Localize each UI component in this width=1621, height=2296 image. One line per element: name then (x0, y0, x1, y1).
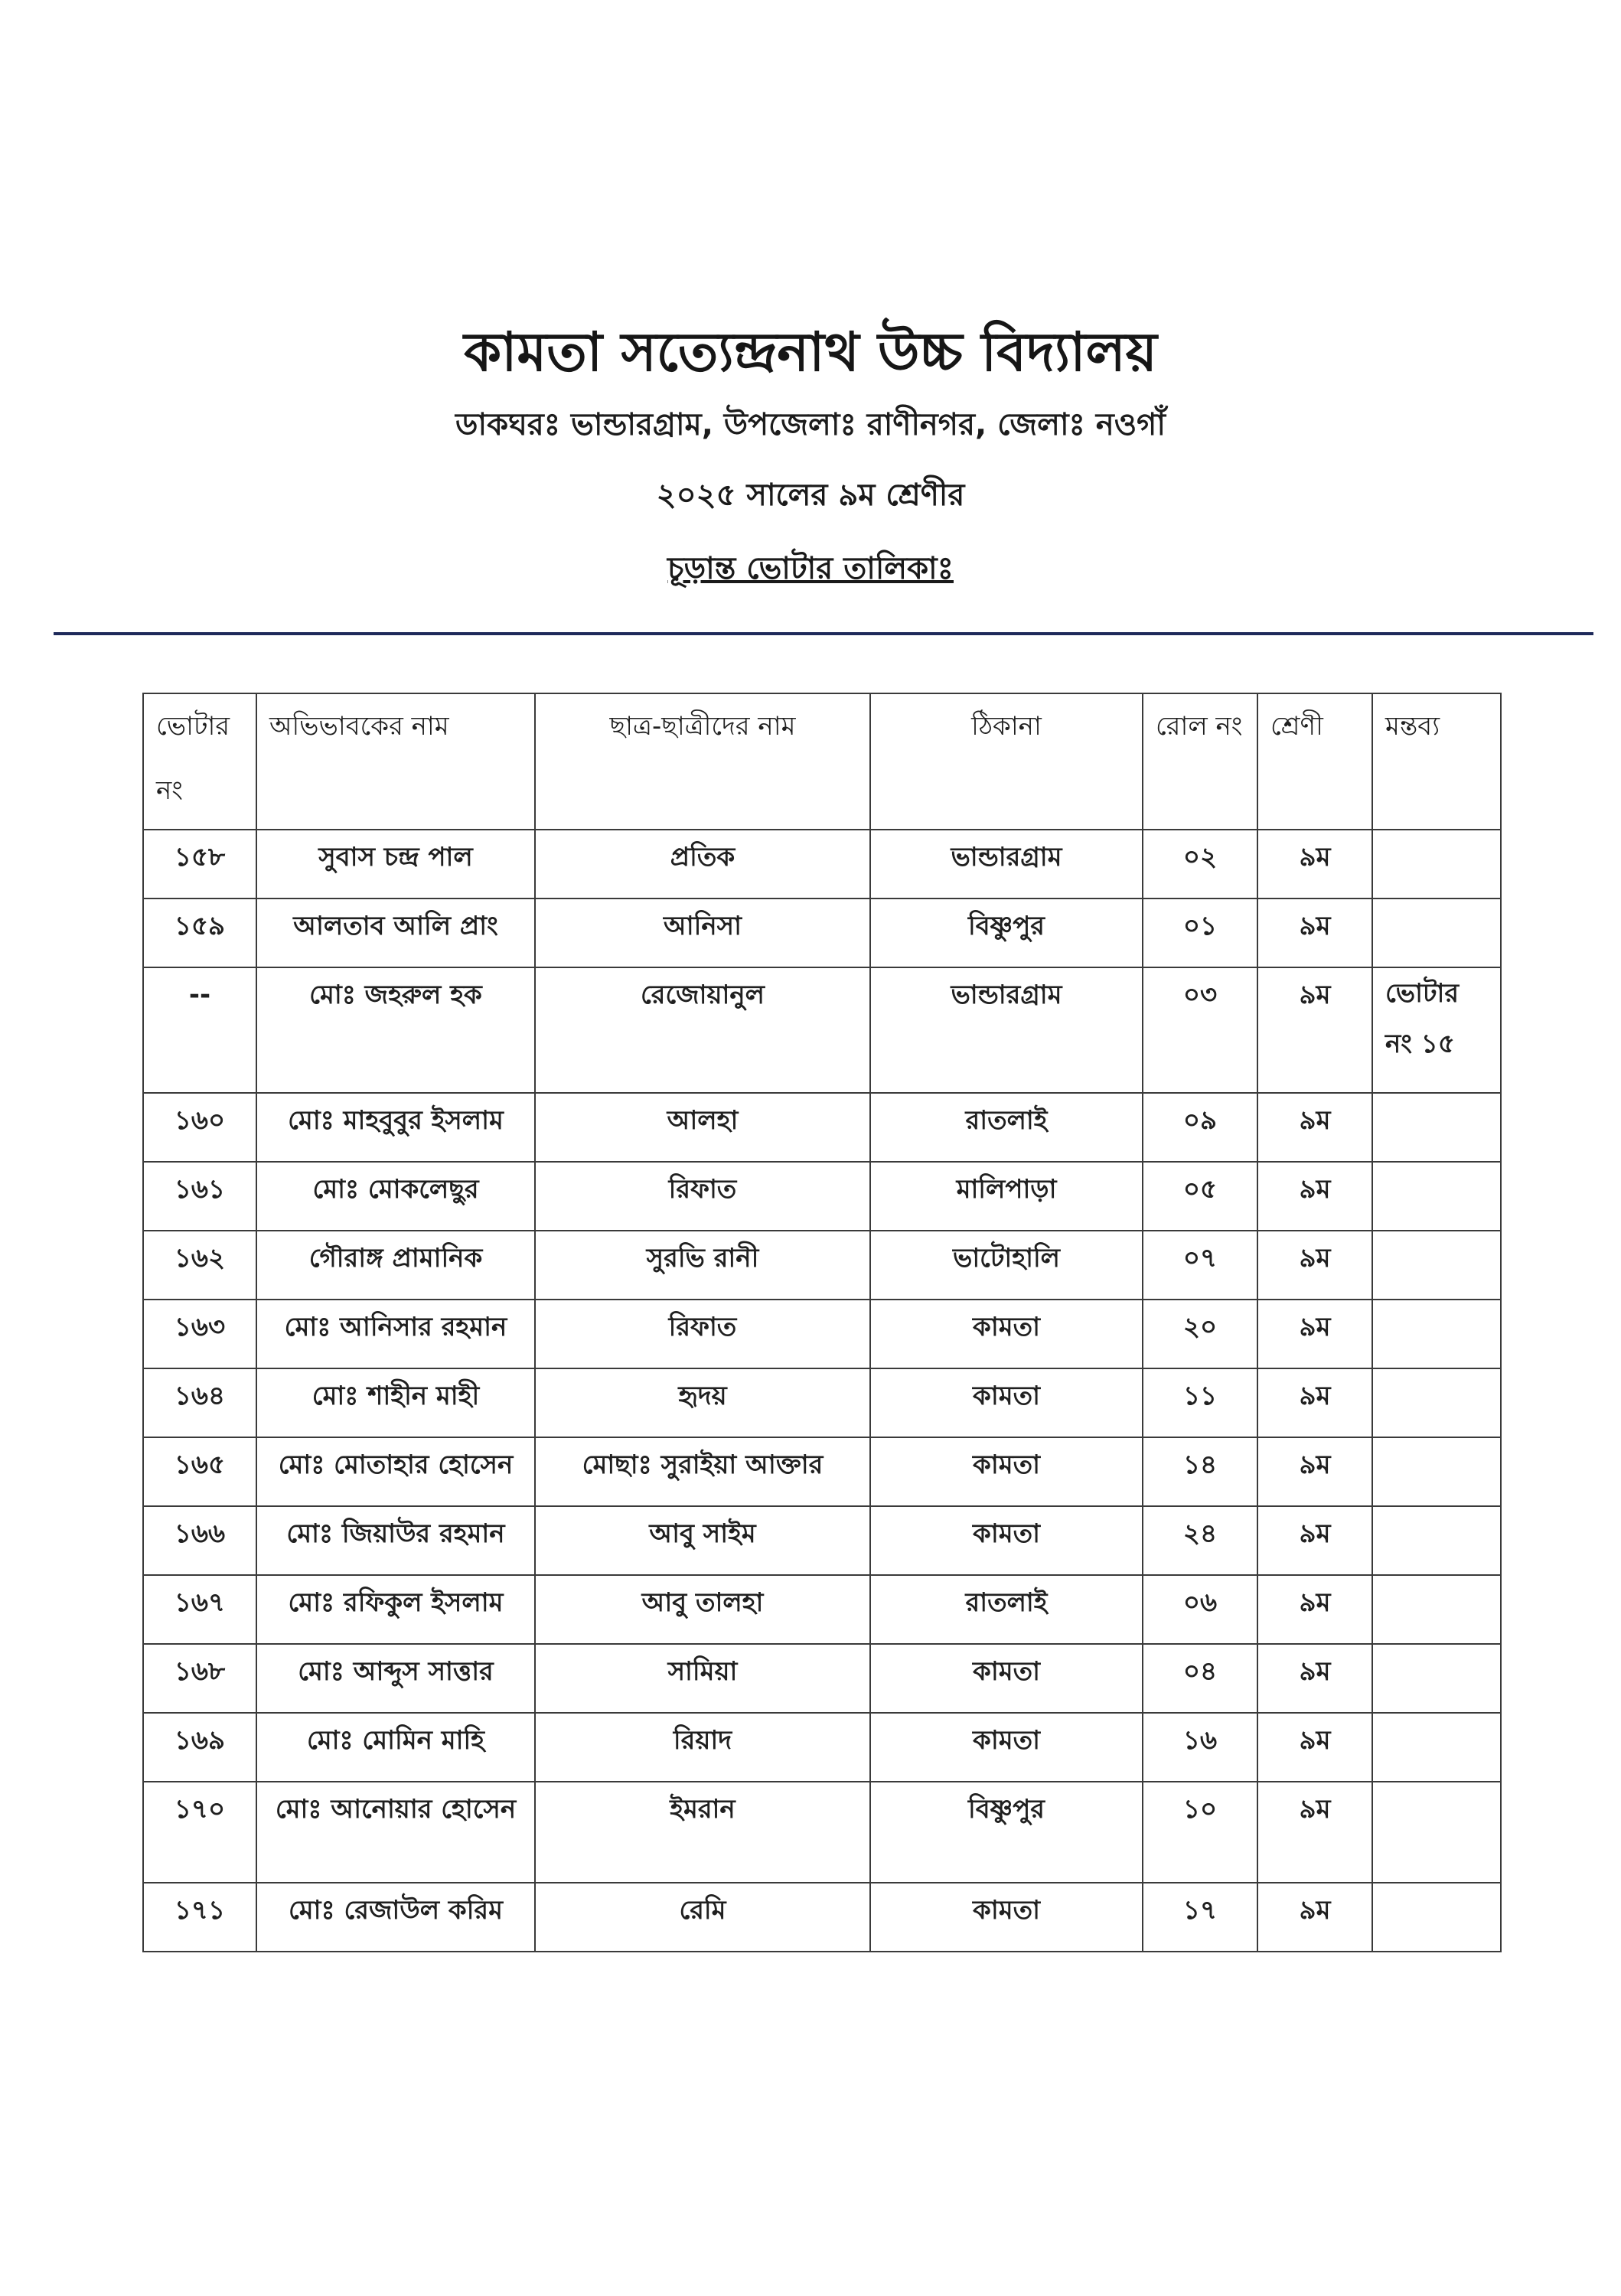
table-row (143, 967, 1501, 1093)
table-row (143, 899, 1501, 967)
cell-class: ৯ম (1257, 1506, 1372, 1575)
cell-address: কামতা (870, 1883, 1143, 1952)
cell-class: ৯ম (1257, 1231, 1372, 1300)
cell-remark (1372, 830, 1501, 899)
cell-voter-no: ১৬৯ (143, 1713, 256, 1782)
cell-voter-no: ১৬৫ (143, 1437, 256, 1506)
cell-remark (1372, 1644, 1501, 1713)
table-row (143, 830, 1501, 899)
cell-voter-no: ১৬৮ (143, 1644, 256, 1713)
cell-address: কামতা (870, 1644, 1143, 1713)
voter-table (142, 693, 1502, 1952)
cell-roll: ২০ (1143, 1300, 1257, 1368)
cell-remark (1372, 1575, 1501, 1644)
cell-roll: ১৬ (1143, 1713, 1257, 1782)
table-row (143, 1713, 1501, 1782)
cell-student: সামিয়া (535, 1644, 870, 1713)
cell-class: ৯ম (1257, 1093, 1372, 1162)
table-row (143, 1231, 1501, 1300)
cell-address: ভাটোহালি (870, 1231, 1143, 1300)
cell-student: আলহা (535, 1093, 870, 1162)
header-roll: রোল নং (1143, 693, 1257, 830)
cell-voter-no: ১৭০ (143, 1782, 256, 1883)
cell-guardian: মোঃ রেজাউল করিম (256, 1883, 535, 1952)
cell-roll: ০৯ (1143, 1093, 1257, 1162)
cell-guardian: মোঃ মাহবুবুর ইসলাম (256, 1093, 535, 1162)
table-row (143, 1506, 1501, 1575)
cell-voter-no: -- (143, 967, 256, 1093)
cell-class: ৯ম (1257, 1162, 1372, 1231)
cell-remark (1372, 1368, 1501, 1437)
table-row (143, 1093, 1501, 1162)
header-voter-no: ভোটার নং (143, 693, 256, 830)
cell-class: ৯ম (1257, 1782, 1372, 1883)
cell-address: কামতা (870, 1300, 1143, 1368)
cell-student: রিফাত (535, 1162, 870, 1231)
cell-guardian: গৌরাঙ্গ প্রামানিক (256, 1231, 535, 1300)
cell-guardian: মোঃ আব্দুস সাত্তার (256, 1644, 535, 1713)
class-line: ২০২৫ সালের ৯ম শ্রেণীর (656, 478, 965, 513)
cell-roll: ০৬ (1143, 1575, 1257, 1644)
cell-class: ৯ম (1257, 1575, 1372, 1644)
cell-roll: ১০ (1143, 1782, 1257, 1883)
table-row (143, 1883, 1501, 1952)
cell-student: হৃদয় (535, 1368, 870, 1437)
header-student: ছাত্র-ছাত্রীদের নাম (535, 693, 870, 830)
cell-student: রেজোয়ানুল (535, 967, 870, 1093)
cell-address: মালিপাড়া (870, 1162, 1143, 1231)
cell-remark (1372, 1713, 1501, 1782)
cell-class: ৯ম (1257, 967, 1372, 1093)
cell-student: আবু সাইম (535, 1506, 870, 1575)
cell-guardian: মোঃ জিয়াউর রহমান (256, 1506, 535, 1575)
cell-remark (1372, 1300, 1501, 1368)
cell-remark (1372, 899, 1501, 967)
cell-student: রিফাত (535, 1300, 870, 1368)
header-guardian: অভিভাবকের নাম (256, 693, 535, 830)
cell-class: ৯ম (1257, 1644, 1372, 1713)
cell-guardian: মোঃ জহরুল হক (256, 967, 535, 1093)
cell-guardian: মোঃ মোতাহার হোসেন (256, 1437, 535, 1506)
header-remark: মন্তব্য (1372, 693, 1501, 830)
cell-student: রিয়াদ (535, 1713, 870, 1782)
cell-voter-no: ১৫৮ (143, 830, 256, 899)
cell-voter-no: ১৬২ (143, 1231, 256, 1300)
table-row (143, 1300, 1501, 1368)
cell-voter-no: ১৬০ (143, 1093, 256, 1162)
school-address: ডাকঘরঃ ভান্ডারগ্রাম, উপজেলাঃ রাণীনগর, জেলাঃ নওগাঁ (455, 407, 1166, 442)
table-row (143, 1437, 1501, 1506)
cell-student: মোছাঃ সুরাইয়া আক্তার (535, 1437, 870, 1506)
table-row (143, 1575, 1501, 1644)
cell-guardian: মোঃ আনিসার রহমান (256, 1300, 535, 1368)
table-row (143, 1644, 1501, 1713)
cell-roll: ১১ (1143, 1368, 1257, 1437)
school-name: কামতা সত্যেন্দ্রনাথ উচ্চ বিদ্যালয় (464, 321, 1157, 383)
table-header-row (143, 693, 1501, 830)
cell-address: বিষ্ণুপুর (870, 899, 1143, 967)
cell-address: কামতা (870, 1368, 1143, 1437)
cell-guardian: মোঃ শাহীন মাহী (256, 1368, 535, 1437)
cell-remark (1372, 1506, 1501, 1575)
cell-student: আবু তালহা (535, 1575, 870, 1644)
cell-address: ভান্ডারগ্রাম (870, 830, 1143, 899)
cell-remark (1372, 1093, 1501, 1162)
cell-class: ৯ম (1257, 1437, 1372, 1506)
cell-guardian: মোঃ মোমিন মাহি (256, 1713, 535, 1782)
cell-student: ইমরান (535, 1782, 870, 1883)
cell-address: রাতলাই (870, 1093, 1143, 1162)
cell-address: কামতা (870, 1713, 1143, 1782)
cell-student: রেমি (535, 1883, 870, 1952)
cell-remark (1372, 1437, 1501, 1506)
document-header (0, 318, 1621, 590)
cell-address: কামতা (870, 1437, 1143, 1506)
cell-roll: ০৪ (1143, 1644, 1257, 1713)
list-title: চূড়ান্ত ভোটার তালিকাঃ (667, 551, 954, 586)
cell-guardian: মোঃ আনোয়ার হোসেন (256, 1782, 535, 1883)
cell-voter-no: ১৬৪ (143, 1368, 256, 1437)
cell-guardian: সুবাস চন্দ্র পাল (256, 830, 535, 899)
cell-address: কামতা (870, 1506, 1143, 1575)
cell-address: বিষ্ণুপুর (870, 1782, 1143, 1883)
cell-class: ৯ম (1257, 830, 1372, 899)
cell-class: ৯ম (1257, 1300, 1372, 1368)
header-divider (54, 632, 1593, 635)
table-row (143, 1162, 1501, 1231)
cell-voter-no: ১৬১ (143, 1162, 256, 1231)
cell-remark: ভোটার নং ১৫ (1372, 967, 1501, 1093)
cell-roll: ০১ (1143, 899, 1257, 967)
cell-student: প্রতিক (535, 830, 870, 899)
cell-address: ভান্ডারগ্রাম (870, 967, 1143, 1093)
cell-guardian: আলতাব আলি প্রাং (256, 899, 535, 967)
cell-remark (1372, 1782, 1501, 1883)
cell-voter-no: ১৬৬ (143, 1506, 256, 1575)
header-address: ঠিকানা (870, 693, 1143, 830)
cell-address: রাতলাই (870, 1575, 1143, 1644)
cell-voter-no: ১৬৩ (143, 1300, 256, 1368)
cell-class: ৯ম (1257, 1368, 1372, 1437)
cell-class: ৯ম (1257, 899, 1372, 967)
header-class: শ্রেণী (1257, 693, 1372, 830)
cell-remark (1372, 1162, 1501, 1231)
cell-remark (1372, 1883, 1501, 1952)
cell-roll: ১৪ (1143, 1437, 1257, 1506)
cell-student: সুরভি রানী (535, 1231, 870, 1300)
cell-roll: ০৭ (1143, 1231, 1257, 1300)
cell-remark (1372, 1231, 1501, 1300)
cell-class: ৯ম (1257, 1883, 1372, 1952)
table-row (143, 1368, 1501, 1437)
cell-roll: ০৫ (1143, 1162, 1257, 1231)
cell-student: আনিসা (535, 899, 870, 967)
cell-roll: ০৩ (1143, 967, 1257, 1093)
cell-voter-no: ১৬৭ (143, 1575, 256, 1644)
cell-voter-no: ১৫৯ (143, 899, 256, 967)
table-row (143, 1782, 1501, 1883)
cell-voter-no: ১৭১ (143, 1883, 256, 1952)
cell-guardian: মোঃ রফিকুল ইসলাম (256, 1575, 535, 1644)
cell-roll: ২৪ (1143, 1506, 1257, 1575)
cell-roll: ১৭ (1143, 1883, 1257, 1952)
cell-guardian: মোঃ মোকলেছুর (256, 1162, 535, 1231)
cell-roll: ০২ (1143, 830, 1257, 899)
cell-class: ৯ম (1257, 1713, 1372, 1782)
